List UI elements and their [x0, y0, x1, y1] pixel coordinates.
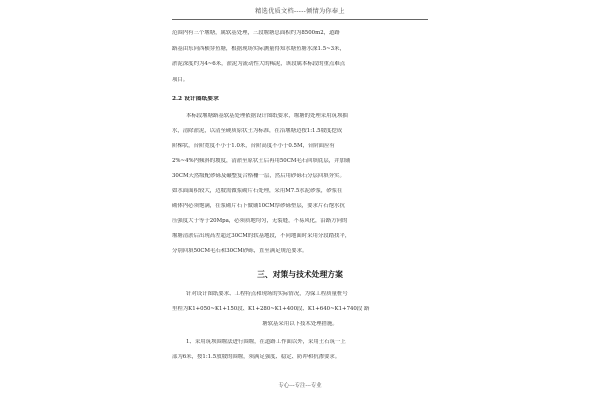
section-heading-2-2: 2.2 设计图纸要求: [172, 96, 219, 102]
paragraph-line: 淤泥深度约为4~6米，淤泥为流动性大的稀泥，该段属本标段的重点难点: [172, 61, 346, 67]
paragraph-line: 堰塘清淤后出现高差超过30CM的软基地段，不同地面时采用分段踏找平，: [172, 233, 351, 239]
paragraph-line: 水，清除淤泥，以清至硬质原状土为标准，在沿堰塘边按1:1.5坡度挖成: [172, 128, 343, 134]
page-footer: 专心---专注---专业: [278, 383, 322, 389]
paragraph-line: 项目。: [172, 77, 189, 83]
paragraph-line: 范围内有三个堰塘，属软基处理，三段堰塘总面积约为8500m2，道路: [172, 30, 340, 36]
paragraph-line: 如水面面积较大，边坡需做浆砌片石处理，采用M7.5水泥砂浆，砂浆在: [172, 188, 343, 194]
paragraph-line: 30CM天然级配砂砾及碾整复合格栅一层，然后用砂砾石分层回填夯实。: [172, 173, 345, 179]
paragraph-line: 2%~4%内倾斜的坡度，清淤至原状土后再用50CM毛石回填底层，并加铺: [172, 158, 351, 164]
paragraph-line: 里程为K1+050~K1+150段、K1+280~K1+400段、K1+640~K1+740段 路: [172, 306, 370, 312]
paragraph-line: 部为6米，按1:1.5放坡的围堰，须满足强度、稳定、防冲和抗渗要求。: [172, 354, 341, 360]
paragraph-line: 针对设计图纸要求、工程特点和现场的实际情况，为保工程质量桩号: [186, 291, 348, 297]
paragraph-line: 压强度大于等于20Mpa，必须质地均匀，无裂缝，不易风化，沿路方向的: [172, 218, 348, 224]
paragraph-line: 路基由东向西横穿鱼塘，根据现场实际测量得知水塘鱼塘水深1.5~3米，: [172, 46, 345, 52]
section-heading-3: 三、对策与技术处理方案: [257, 270, 343, 279]
paragraph-line: 分别回填50CM毛石和30CM砂砾，直至满足规范要求。: [172, 248, 308, 254]
paragraph-line: 1、采用筑坝围堰法进行围堰，在道路工作面以外，采用土石筑一上: [186, 339, 346, 345]
header-divider: [172, 19, 428, 20]
document-page: [172, 0, 428, 400]
paragraph-line: 砌体内必须饱满，在浆砌片石下做铺10CM厚砂砾垫层，要求片石饱水抗: [172, 203, 345, 209]
paragraph-line: 阶梯状，台阶宽度不小于1.0米，台阶高度不小于0.5M，台阶面应有: [172, 143, 335, 149]
paragraph-line: 塘软基采用以下技术处理措施。: [262, 321, 338, 327]
paragraph-line: 本标段堰塘路基软基处理依据设计图纸要求，堰塘的处理采用筑坝抽: [186, 113, 348, 119]
page-header: 精选优质文档-----倾情为你奉上: [255, 8, 345, 15]
